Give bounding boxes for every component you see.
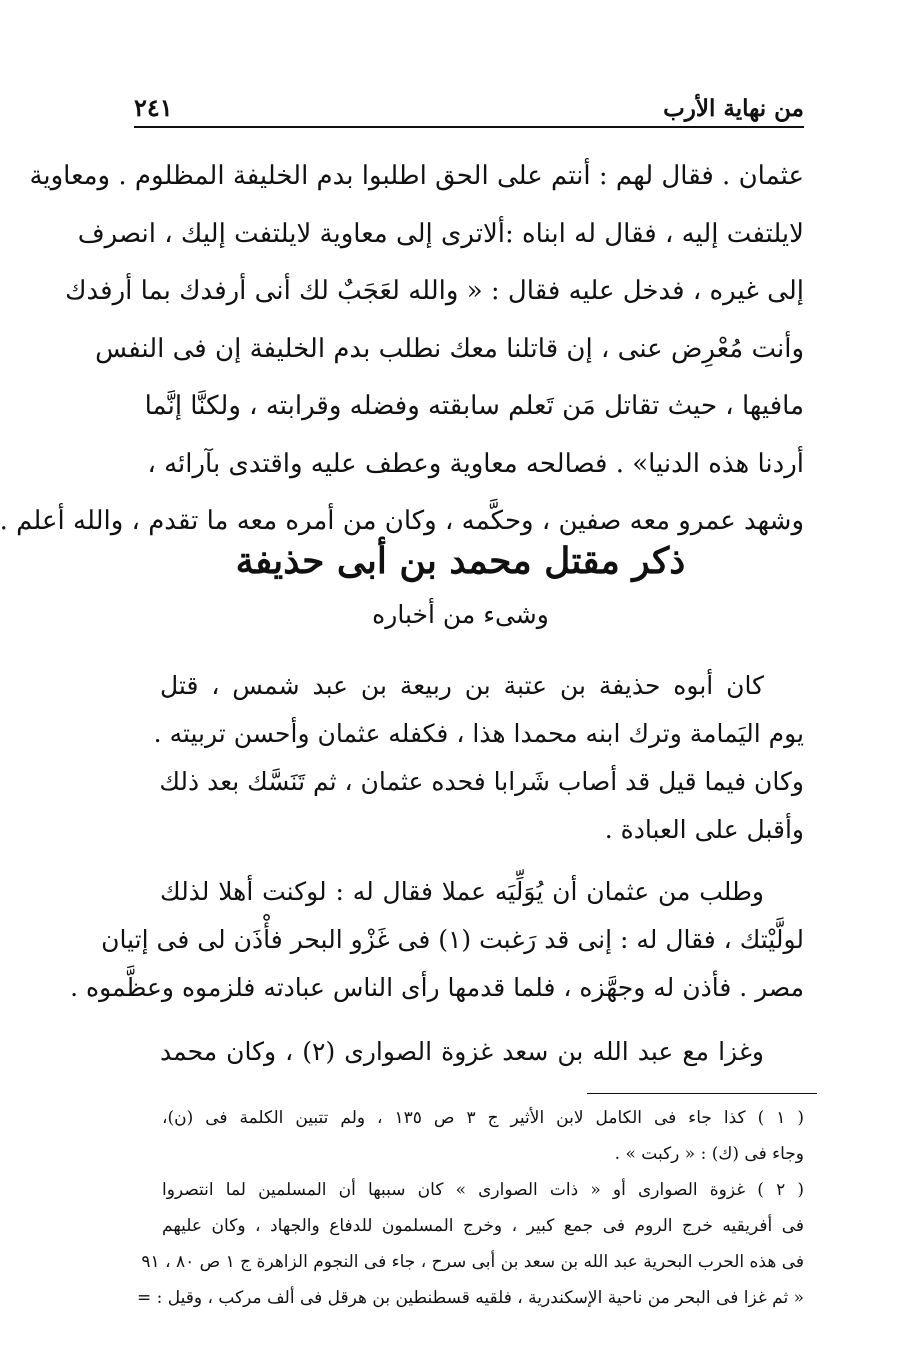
text-line: وطلب من عثمان أن يُوَلِّيَه عملا فقال له : لوكنت أهلا لذلك [160, 877, 764, 906]
footnote-line: فى هذه الحرب البحرية عبد الله بن سعد بن أبى سرح ، جاء فى النجوم الزاهرة ج ١ ص ٨٠ ، ٩١ [141, 1252, 804, 1272]
text-line: وغزا مع عبد الله بن سعد غزوة الصوارى (٢) ، وكان محمد [160, 1037, 764, 1066]
footnote-line: ( ١ ) كذا جاء فى الكامل لابن الأثير ج ٣ ص ١٣٥ ، ولم تتبين الكلمة فى (ن)، [162, 1108, 804, 1128]
footnotes [136, 1100, 804, 1316]
footnote-line: وجاء فى (ك) : « ركبت » . [614, 1144, 804, 1164]
text-line: لايلتفت إليه ، فقال له ابناه :ألاترى إلى معاوية لايلتفت إليك ، انصرف [77, 218, 804, 249]
text-line: إلى غيره ، فدخل عليه فقال : « والله لعَجَبٌ لك أنى أرفدك بما أرفدك [65, 276, 804, 306]
text-line: مصر . فأذن له وجهَّزه ، فلما قدمها رأى الناس عبادته فلزموه وعظَّموه . [70, 973, 804, 1002]
footnote-line: « ثم غزا فى البحر من ناحية الإسكندرية ، فلقيه قسطنطين بن هرقل فى ألف مركب ، وقيل : = [136, 1288, 804, 1308]
text-line: كان أبوه حذيفة بن عتبة بن ربيعة بن عبد شمس ، قتل [160, 671, 764, 700]
text-line: وكان فيما قيل قد أصاب شَرابا فحده عثمان ، ثم تَنَسَّك بعد ذلك [159, 767, 804, 796]
footnote-divider [587, 1093, 817, 1094]
footnote-line: ( ٢ ) غزوة الصوارى أو « ذات الصوارى » كان سببها أن المسلمين لما انتصروا [162, 1180, 804, 1200]
text-line: لولَّيْتك ، فقال له : إنى قد رَغبت (١) فى غَزْو البحر فأْذَن لى فى إتيان [101, 925, 804, 954]
paragraph-1 [0, 148, 804, 551]
text-line: وشهد عمرو معه صفين ، وحكَّمه ، وكان من أمره معه ما تقدم ، والله أعلم . [0, 506, 804, 536]
footnote-line: فى أفريقيه خرج الروم فى جمع كبير ، وخرج المسلمون للدفاع والجهاد ، وكان عليهم [162, 1216, 804, 1236]
section-heading: ذكر مقتل محمد بن أبى حذيفة [235, 540, 686, 582]
header-title: من نهاية الأرب [663, 95, 804, 122]
text-line: مافيها ، حيث تقاتل مَن تَعلم سابقته وفضله وقرابته ، ولكنَّا إنَّما [144, 391, 804, 421]
section-subheading: وشىء من أخباره [372, 600, 549, 629]
running-header [134, 82, 804, 128]
text-line: وأقبل على العبادة . [604, 815, 804, 844]
text-line: يوم اليَمامة وترك ابنه محمدا هذا ، فكفله عثمان وأحسن تربيته . [153, 719, 804, 748]
paragraph-2 [153, 662, 804, 854]
page-number: ٢٤١ [134, 93, 173, 122]
paragraph-3 [70, 868, 804, 1012]
text-line: أردنا هذه الدنيا» . فصالحه معاوية وعطف عليه واقتدى بآرائه ، [147, 448, 804, 479]
text-line: وأنت مُعْرِض عنى ، إن قاتلنا معك نطلب بدم الخليفة إن فى النفس [95, 333, 804, 364]
paragraph-4 [160, 1024, 804, 1080]
text-line: عثمان . فقال لهم : أنتم على الحق اطلبوا بدم الخليفة المظلوم . ومعاوية [29, 161, 804, 191]
